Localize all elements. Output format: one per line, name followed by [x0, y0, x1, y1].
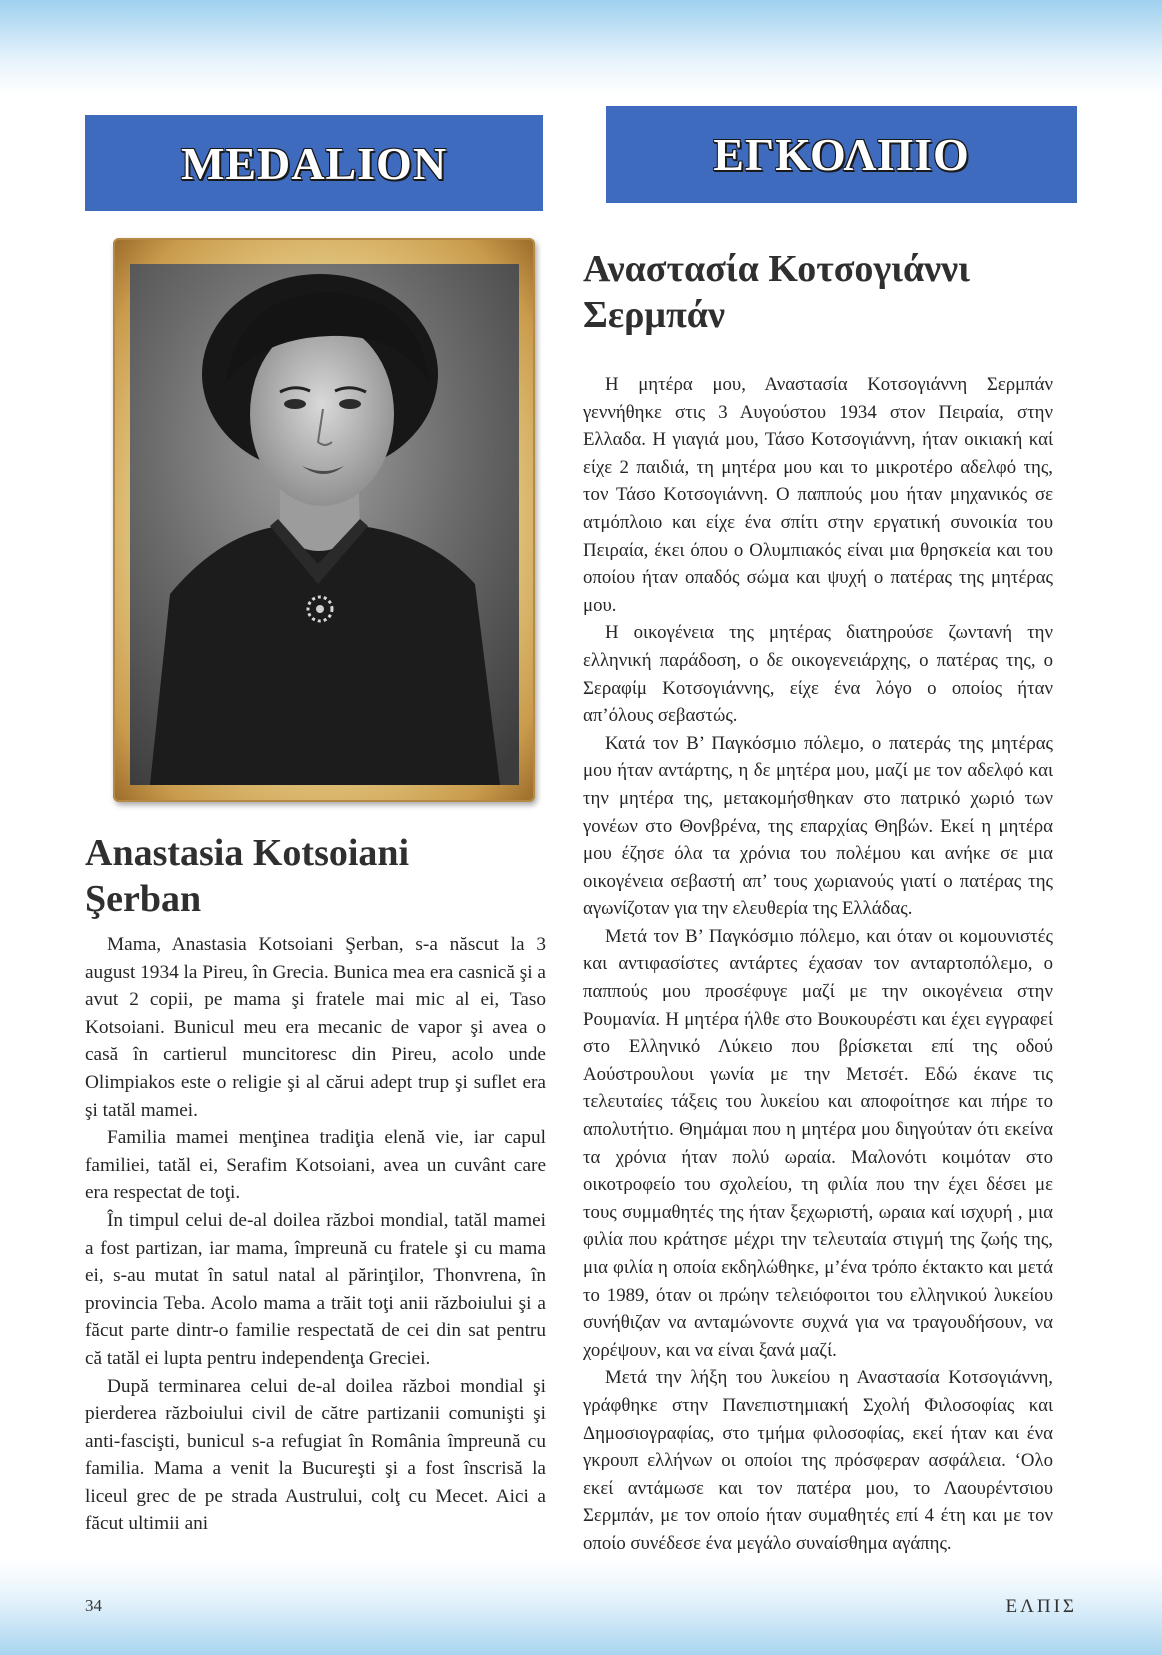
- portrait-photo: [130, 264, 519, 785]
- egkolpio-banner-label: ΕΓΚΟΛΠΙΟ: [713, 129, 970, 180]
- romanian-title-line2: Şerban: [85, 878, 202, 920]
- greek-title: [583, 246, 1083, 338]
- page-number: 34: [85, 1596, 102, 1615]
- egkolpio-banner: [606, 106, 1077, 203]
- magazine-name: ΕΛΠΙΣ: [1005, 1596, 1077, 1617]
- romanian-paragraph: În timpul celui de-al doilea război mondial, tatăl mamei a fost partizan, iar mama, împreună cu fratele şi cu mama ei, s-au mutat în satul natal al părinţilor, Thonvrena, în provincia Teba. Acolo mama a trăit toţi anii războiului şi a făcut parte dintr-o familie respectată de cei din sat pentru că tatăl ei lupta pentru independenţa Greciei.: [85, 1209, 546, 1369]
- medalion-banner-label: MEDALION: [180, 137, 448, 189]
- romanian-title-line1: Anastasia Kotsoiani: [85, 832, 410, 874]
- greek-paragraph: Η μητέρα μου, Αναστασία Κοτσογιάννη Σερμπάν γεννήθηκε στις 3 Αυγούστου 1934 στον Πειραία, στην Ελλαδα. Η γιαγιά μου, Τάσο Κοτσογιάννη, ήταν οικιακή καί είχε 2 παιδιά, τη μητέρα μου και το μικροτέρο αδελφό της, τον Τάσο Κοτσογιάννη. Ο παππούς μου ήταν μηχανικός σε ατμόπλοιο και είχε ένα σπίτι στην εργατική συνοικία του Πειραία, έκει όπου ο Ολυμπιακός είναι μια θρησκεία και του οποίου ήταν οπαδός σώμα και ψυχή ο πατέρας της μητέρας μου.: [583, 374, 1053, 616]
- greek-paragraph: Η οικογένεια της μητέρας διατηρούσε ζωντανή την ελληνική παράδοση, ο δε οικογενειάρχης, ο πατέρας της, ο Σεραφίμ Κοτσογιάννης, είχε ένα λόγο ο οποίος ήταν απ’όλους σεβαστώς.: [583, 622, 1053, 727]
- medalion-banner: [85, 115, 543, 211]
- greek-article-body: [583, 371, 1053, 1558]
- romanian-article-body: [85, 931, 546, 1538]
- greek-paragraph: Κατά τον Β’ Παγκόσμιο πόλεμο, ο πατεράς της μητέρας μου ήταν αντάρτης, η δε μητέρα μου, μαζί με τον αδελφό και την μητέρα της, μετακομήσθηκαν στο πατρικό χωριό των γονέων στο Θονβρένα, της επαρχίας Θηβών. Εκεί η μητέρα μου έζησε όλα τα χρόνια του πολέμου και ανήκε σε μια οικογένεια σεβαστή απ’ τους χωριανούς γιατί ο πατέρας της αγωνίζοταν για την ελευθερία της Ελλάδας.: [583, 732, 1053, 920]
- greek-paragraph: Μετά τον Β’ Παγκόσμιο πόλεμο, και όταν οι κομουνιστές και αντιφασίστες αντάρτες έχασαν τον ανταρτοπόλεμο, ο παππούς μου προσέφυγε μαζί με την οικογένεια στην Ρουμανία. Η μητέρα ήλθε στο Βουκουρέστι και έχει εγγραφεί στο Ελληνικό Λύκειο που βρίσκεται επί της οδού Αούστρουλουι γωνία με την Μετσέτ. Εδώ έκανε τις τελευταίες τάξεις του λυκείου και αποφοίτησε και πήρε το απολυτήτιο. Θημάμαι που η μητέρα μου διηγούταν ότι εκείνα τα χρόνια ήταν πολύ ωραία. Μαλονότι κοιμόταν στο οικοτροφείο του σχολείου, τη φιλία που την έχει δέσει με τους συμμαθητές της ήταν ξεχωριστή, ωραια καί ισχυρή , μια φιλία που κράτησε μέχρι την τελευταία στιγμή της ζωής της, μια φιλία η οποία εκδηλώθηκε, μ’ένα τρόπο έκτακτο και μετά το 1989, όταν οι πρώην τελειόφοιτοι του ελληνικού λυκείου συνήθιζαν να ανταμώνοντε συχνά για να τραγουδήσουν, να χορέψουν, και να είναι ξανά μαζί.: [583, 925, 1053, 1361]
- greek-title-line1: Αναστασία Κοτσογιάννι: [583, 248, 970, 290]
- romanian-paragraph: După terminarea celui de-al doilea război mondial şi pierderea războiului civil de către partizanii comunişti şi anti-fascişti, bunicul s-a refugiat în România împreună cu familia. Mama a venit la Bucureşti şi a fost înscrisă la liceul grec de pe strada Austrului, colţ cu Mecet. Aici a făcut ultimii ani: [85, 1375, 546, 1535]
- romanian-paragraph: Familia mamei menţinea tradiţia elenă vie, iar capul familiei, tatăl ei, Serafim Kotsoiani, avea un cuvânt care era respectat de toţi.: [85, 1127, 546, 1204]
- portrait-illustration: [130, 264, 519, 785]
- romanian-paragraph: Mama, Anastasia Kotsoiani Şerban, s-a născut la 3 august 1934 la Pireu, în Grecia. Bunica mea era casnică şi a avut 2 copii, pe mama şi fratele mai mic al ei, Taso Kotsoiani. Bunicul meu era mecanic de vapor şi avea o casă în cartierul muncitoresc din Pireu, acolo unde Olimpiakos este o religie şi al cărui adept trup şi suflet era şi tatăl mamei.: [85, 934, 546, 1121]
- greek-paragraph: Μετά την λήξη του λυκείου η Αναστασία Κοτσογιάννη, γράφθηκε στην Πανεπιστημιακή Σχολή Φιλοσοφίας και Δημοσιογραφίας, στο τμήμα φιλοσοφίας, εκεί ήταν και ένα γκρουπ ελλήνων οι οποίοι της πρόσφεραν ασφάλεια. ‘Ολο εκεί αντάμωσε και τον πατέρα μου, το Λαουρέντσιου Σερμπάν, με τον οποίο ήταν συμαθητές επί 4 έτη και με τον οποίο συνέδεσε ένα μεγάλο συναίσθημα αγάπης.: [583, 1367, 1053, 1554]
- greek-title-line2: Σερμπάν: [583, 294, 725, 336]
- portrait-photo-frame: [113, 238, 535, 802]
- romanian-title: [85, 830, 545, 922]
